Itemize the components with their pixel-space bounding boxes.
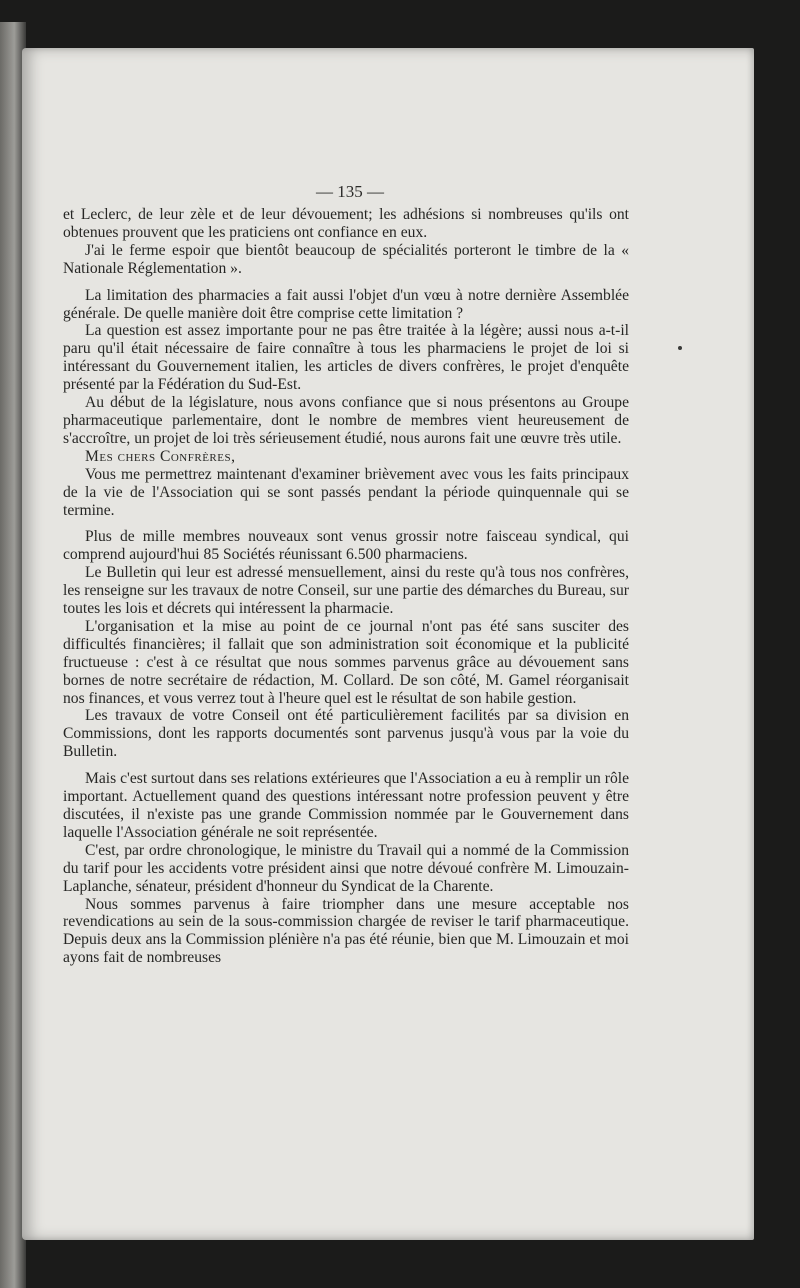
paragraph: Mais c'est surtout dans ses relations extérieures que l'Association a eu à remplir un rôle important. Actuellement quand des questions intéressant notre profession peuvent y être discutées, il n'existe pas une grande Commission nommée par le Gouvernement dans laquelle l'Association générale ne soit représentée. — [63, 770, 629, 841]
paragraph: Le Bulletin qui leur est adressé mensuellement, ainsi du reste qu'à tous nos confrères, les renseigne sur les travaux de notre Conseil, sur une partie des démarches du Bureau, sur toutes les lois et décrets qui intéressent la pharmacie. — [63, 564, 629, 618]
paragraph: Au début de la législature, nous avons confiance que si nous présentons au Groupe pharmaceutique parlementaire, dont le nombre de membres vient heureusement de s'accroître, un projet de loi très sérieusement étudié, nous aurons fait une œuvre très utile. — [63, 394, 629, 447]
paragraph: L'organisation et la mise au point de ce journal n'ont pas été sans susciter des difficultés financières; il fallait que son administration soit économique et la publicité fructueuse : c'est à ce résultat que nous sommes parvenus grâce au dévouement sans bornes de notre secrétaire de rédaction, M. Collard. De son côté, M. Gamel réorganisait nos finances, et vous verrez tout à l'heure quel est le résultat de son habile gestion. — [63, 617, 629, 707]
paragraph: Les travaux de votre Conseil ont été particulièrement facilités par sa division en Commissions, dont les rapports documentés sont parvenus jusqu'à vous par la voie du Bulletin. — [63, 707, 629, 761]
page-number-header: — 135 — — [316, 182, 384, 201]
paragraph: Nous sommes parvenus à faire triompher dans une mesure acceptable nos revendications au sein de la sous-commission chargée de reviser le tarif pharmaceutique. Depuis deux ans la Commission plénière n'a pas été réunie, bien que M. Limouzain et moi ayons fait de nombreuses — [63, 895, 629, 967]
salutation-heading: Mes chers Confrères, — [85, 447, 236, 465]
ink-speck — [678, 346, 682, 350]
paragraph: et Leclerc, de leur zèle et de leur dévouement; les adhésions si nombreuses qu'ils ont obtenues prouvent que les praticiens ont confiance en eux. — [63, 206, 629, 241]
paragraph: Vous me permettrez maintenant d'examiner brièvement avec vous les faits principaux de la vie de l'Association qui se sont passés pendant la période quinquennale qui se termine. — [63, 465, 629, 519]
body-text — [63, 206, 629, 967]
paragraph: La limitation des pharmacies a fait aussi l'objet d'un vœu à notre dernière Assemblée générale. De quelle manière doit être comprise cette limitation ? — [63, 286, 629, 322]
paragraph: Plus de mille membres nouveaux sont venus grossir notre faisceau syndical, qui comprend aujourd'hui 85 Sociétés réunissant 6.500 pharmaciens. — [63, 528, 629, 564]
paragraph: C'est, par ordre chronologique, le ministre du Travail qui a nommé de la Commission du tarif pour les accidents votre président ainsi que notre dévoué confrère M. Limouzain-Laplanche, sénateur, président d'honneur du Syndicat de la Charente. — [63, 841, 629, 895]
paragraph: La question est assez importante pour ne pas être traitée à la légère; aussi nous a-t-il paru qu'il était nécessaire de faire connaître à tous les pharmaciens le projet de loi si intéressant du Gouvernement italien, les articles de divers confrères, le projet d'enquête présenté par la Fédération du Sud-Est. — [63, 322, 629, 394]
paragraph: J'ai le ferme espoir que bientôt beaucoup de spécialités porteront le timbre de la « Nationale Réglementation ». — [63, 241, 629, 277]
